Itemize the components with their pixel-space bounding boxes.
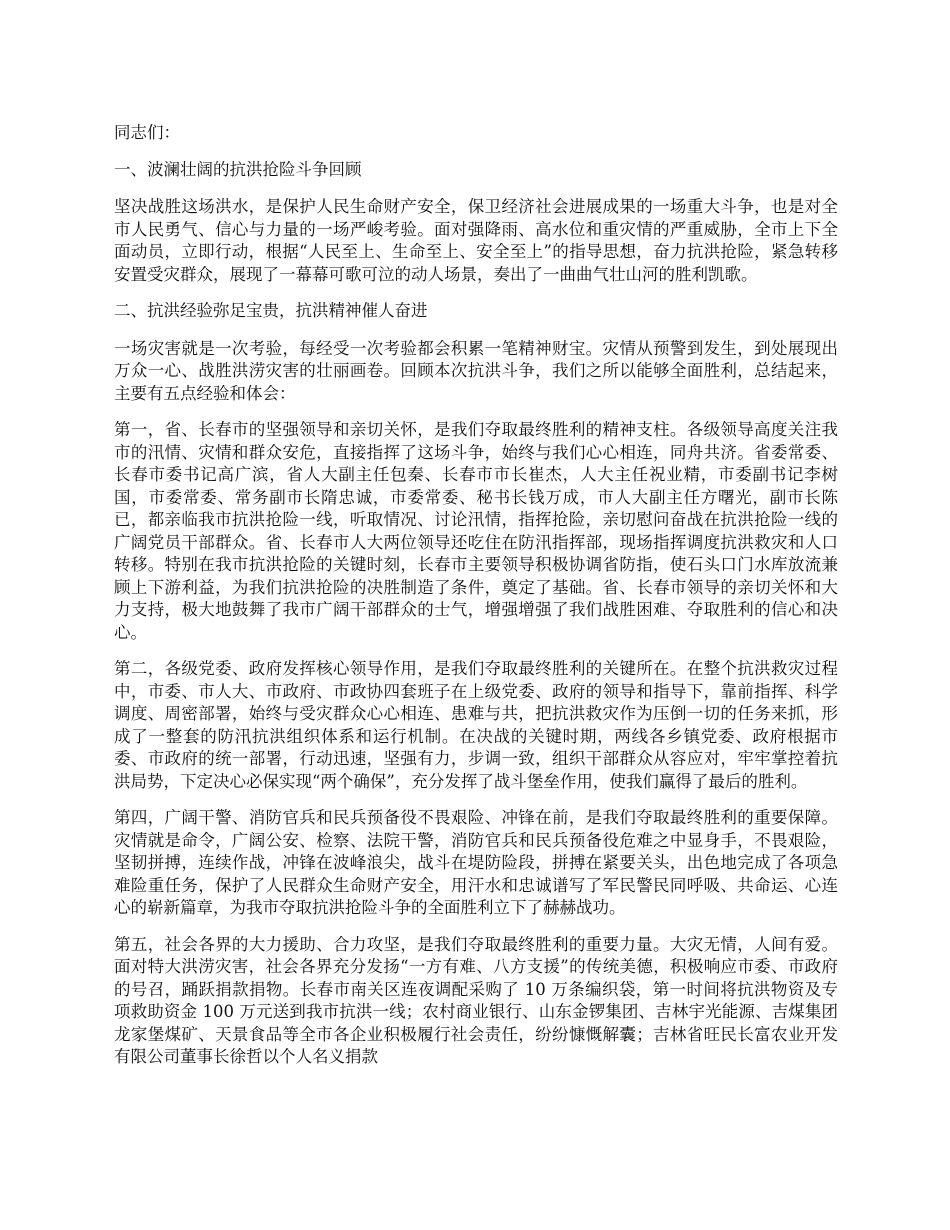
document-body [114,122,838,1083]
section-2-heading: 二、抗洪经验弥足宝贵，抗洪精神催人奋进 [114,301,428,320]
point-2-paragraph: 第二，各级党委、政府发挥核心领导作用，是我们夺取最终胜利的关键所在。在整个抗洪救灾过程中，市委、市人大、市政府、市政协四套班子在上级党委、政府的领导和指导下，靠前指挥、科学调度、周密部署，始终与受灾群众心心相连、患难与共，把抗洪救灾作为压倒一切的任务来抓，形成了一整套的防汛抗洪组织体系和运行机制。在决战的关键时期，两线各乡镇党委、政府根据市委、市政府的统一部署，行动迅速，坚强有力，步调一致，组织干部群众从容应对，牢牢掌控着抗洪局势，下定决心必保实现“两个确保”，充分发挥了战斗堡垒作用，使我们赢得了最后的胜利。 [114,659,838,791]
point-5-paragraph: 第五，社会各界的大力援助、合力攻坚，是我们夺取最终胜利的重要力量。大灾无情，人间有爱。面对特大洪涝灾害，社会各界充分发扬“一方有难、八方支援”的传统美德，积极响应市委、市政府的号召，踊跃捐款捐物。长春市南关区连夜调配采购了 10 万条编织袋，第一时间将抗洪物资及专项救助资金 100 万元送到我市抗洪一线；农村商业银行、山东金锣集团、吉林宇光能源、吉煤集团龙家堡煤矿、天景食品等全市各企业积极履行社会责任，纷纷慷慨解囊；吉林省旺民长富农业开发有限公司董事长徐哲以个人名义捐款 [114,934,838,1066]
point-4-paragraph: 第四，广阔干警、消防官兵和民兵预备役不畏艰险、冲锋在前，是我们夺取最终胜利的重要保障。灾情就是命令，广阔公安、检察、法院干警，消防官兵和民兵预备役危难之中显身手，不畏艰险，坚韧拼搏，连续作战，冲锋在波峰浪尖，战斗在堤防险段，拼搏在紧要关头，出色地完成了各项急难险重任务，保护了人民群众生命财产安全，用汗水和忠诚谱写了军民警民同呼吸、共命运、心连心的崭新篇章，为我市夺取抗洪抢险斗争的全面胜利立下了赫赫战功。 [114,808,838,917]
section-1-paragraph: 坚决战胜这场洪水，是保护人民生命财产安全，保卫经济社会进展成果的一场重大斗争，也是对全市人民勇气、信心与力量的一场严峻考验。面对强降雨、高水位和重灾情的严重威胁，全市上下全面动员，立即行动，根据“人民至上、生命至上、安全至上”的指导思想，奋力抗洪抢险，紧急转移安置受灾群众，展现了一幕幕可歌可泣的动人场景，奏出了一曲曲气壮山河的胜利凯歌。 [114,197,838,284]
section-1-heading: 一、波澜壮阔的抗洪抢险斗争回顾 [114,159,362,179]
section-2-intro-paragraph: 一场灾害就是一次考验，每经受一次考验都会积累一笔精神财宝。灾情从预警到发生，到处展现出万众一心、战胜洪涝灾害的壮丽画卷。回顾本次抗洪斗争，我们之所以能够全面胜利，总结起来，主要有五点经验和体会： [114,338,838,403]
point-1-paragraph: 第一，省、长春市的坚强领导和亲切关怀，是我们夺取最终胜利的精神支柱。各级领导高度关注我市的汛情、灾情和群众安危，直接指挥了这场斗争，始终与我们心心相连，同舟共济。省委常委、长春市委书记高广滨，省人大副主任包秦、长春市市长崔杰，人大主任祝业精，市委副书记李树国，市委常委、常务副市长隋忠诚，市委常委、秘书长钱万成，市人大副主任方曙光，副市长陈已，都亲临我市抗洪抢险一线，听取情况、讨论汛情，指挥抢险，亲切慰问奋战在抗洪抢险一线的广阔党员干部群众。省、长春市人大两位领导还吃住在防汛指挥部，现场指挥调度抗洪救灾和人口转移。特别在我市抗洪抢险的关键时刻，长春市主要领导积极协调省防指，使石头口门水库放流兼顾上下游利益，为我们抗洪抢险的决胜制造了条件，奠定了基础。省、长春市领导的亲切关怀和大力支持，极大地鼓舞了我市广阔干部群众的士气，增强增强了我们战胜困难、夺取胜利的信心和决心。 [114,420,838,642]
salutation: 同志们： [114,123,180,142]
